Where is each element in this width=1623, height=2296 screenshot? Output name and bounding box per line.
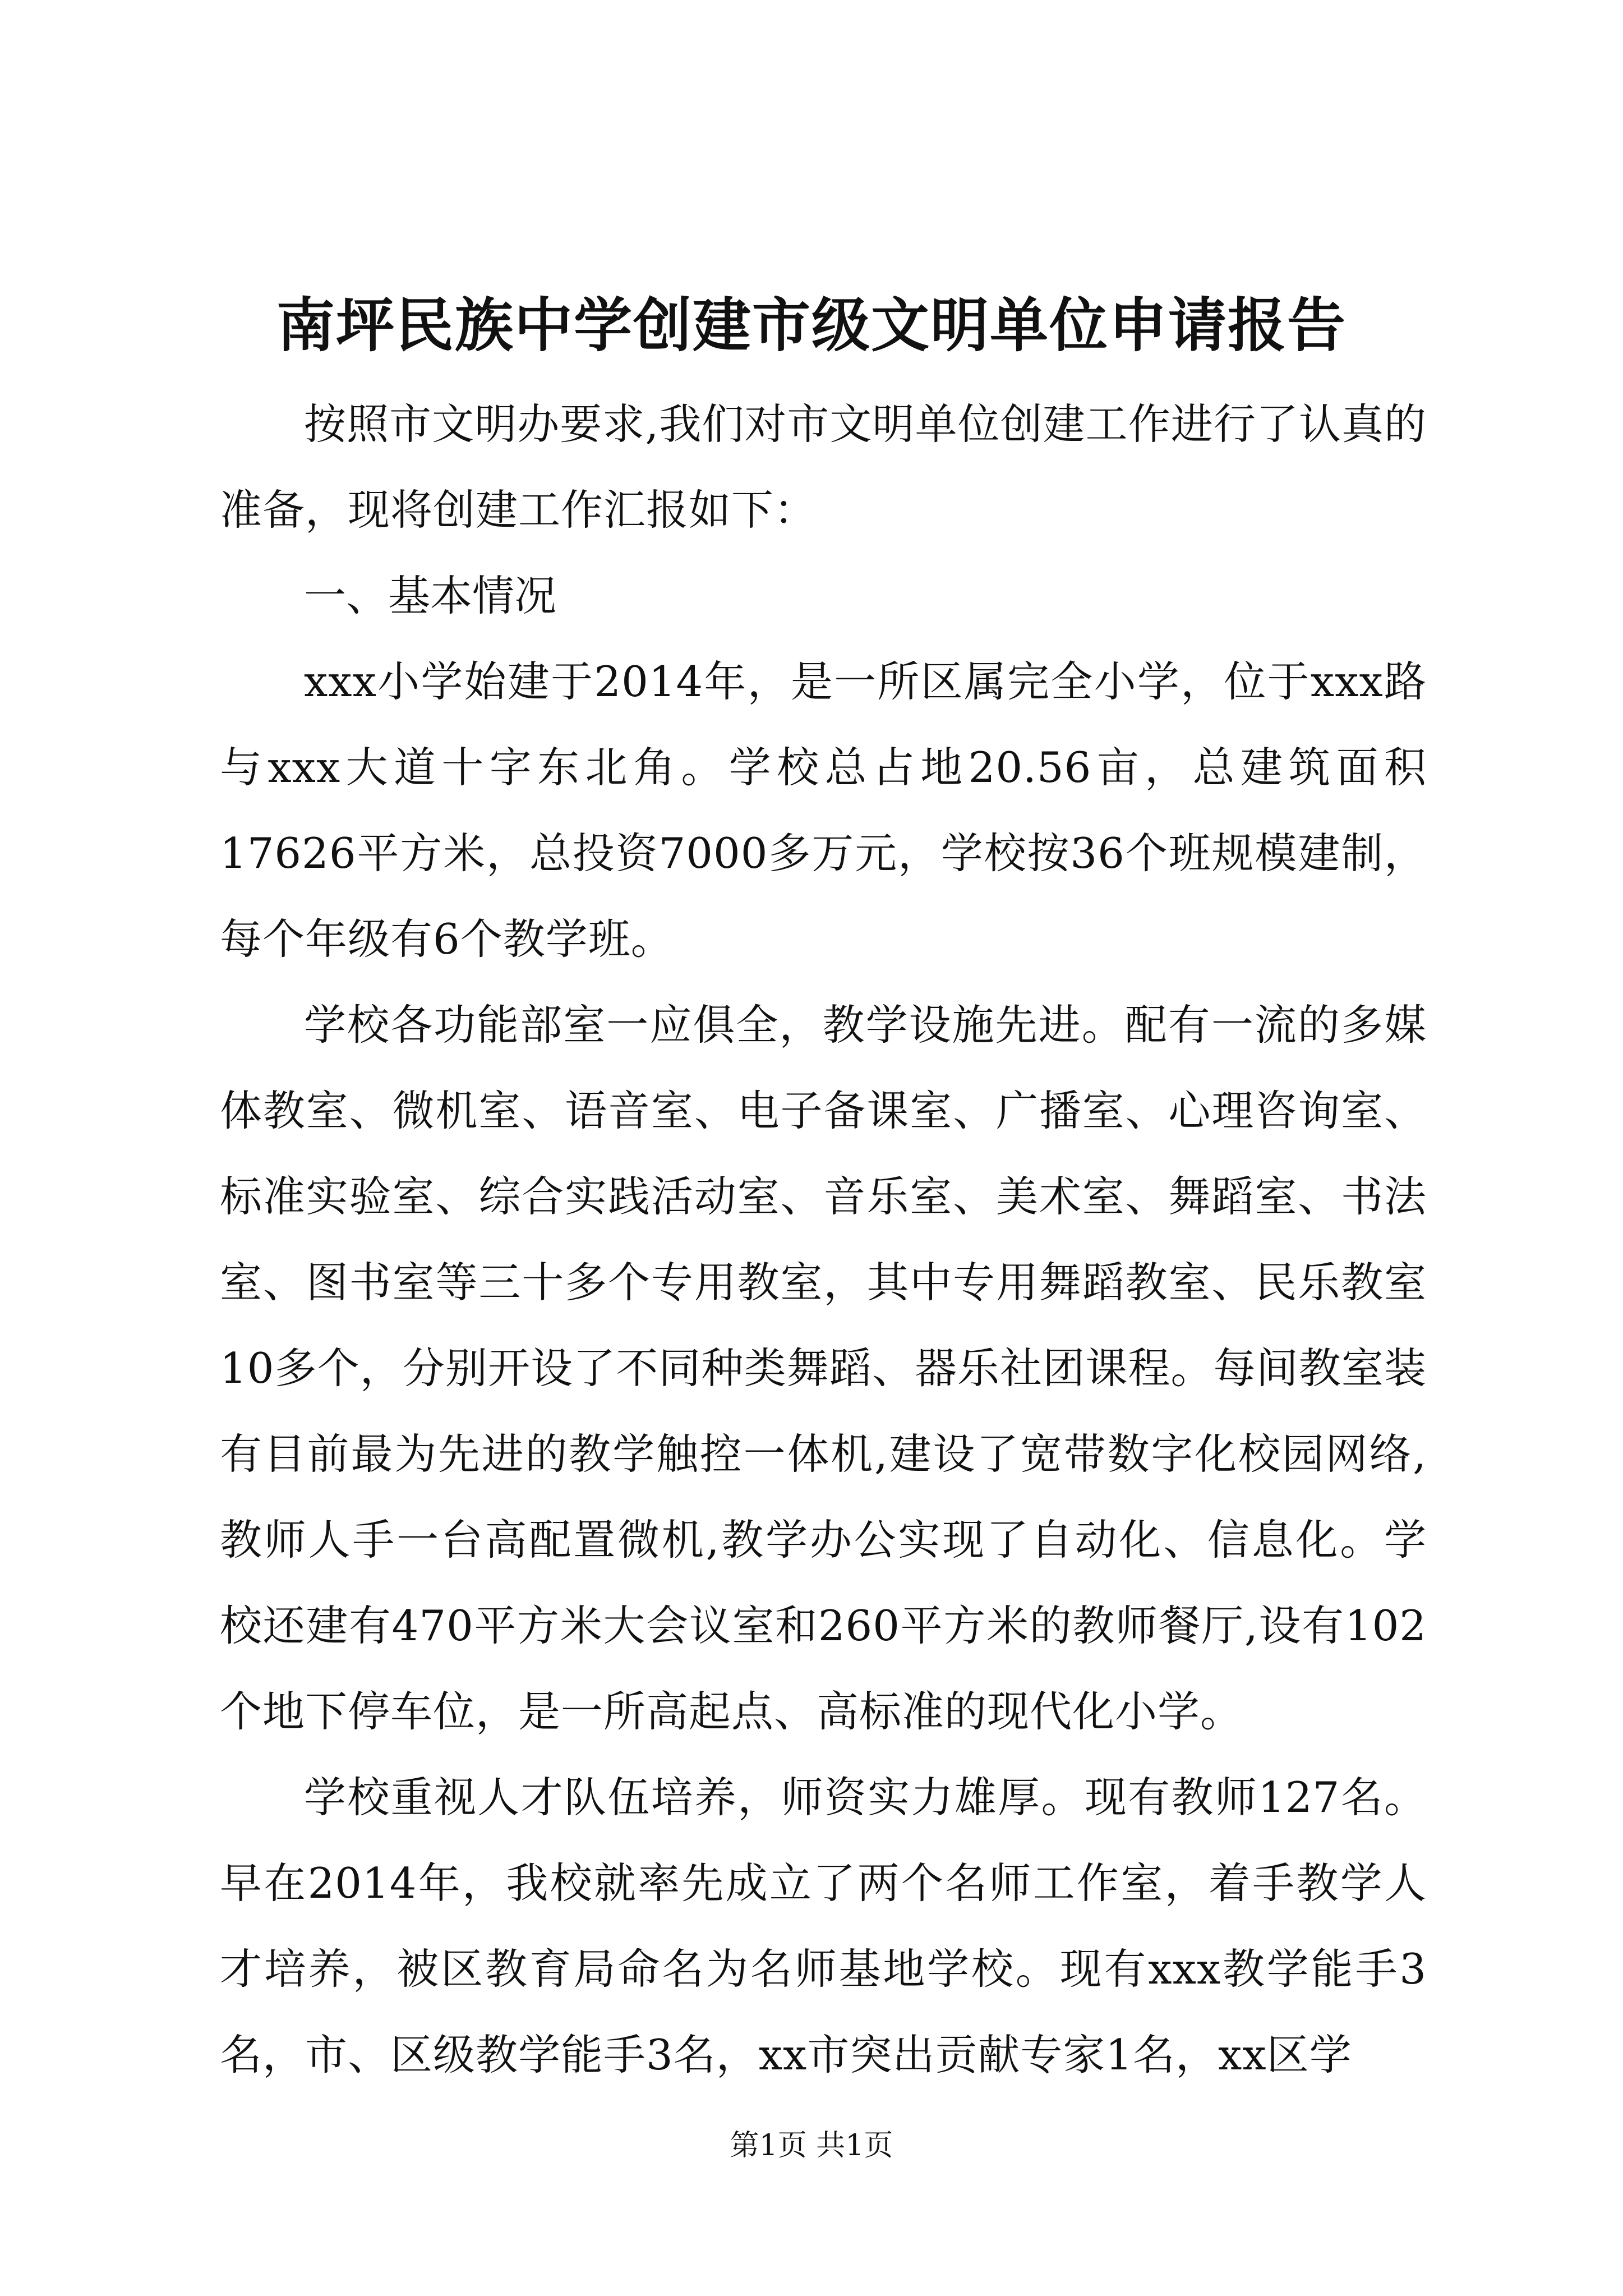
document-title: 南坪民族中学创建市级文明单位申请报告: [276, 291, 1347, 360]
document-body: [220, 381, 1427, 2098]
paragraph-school-overview: xxx小学始建于2014年，是一所区属完全小学，位于xxx路与xxx大道十字东北角。学校总占地20.56亩，总建筑面积17626平方米，总投资7000多万元，学校按36个班规模建制，每个年级有6个教学班。: [220, 657, 1427, 964]
paragraph-facilities: 学校各功能部室一应俱全，教学设施先进。配有一流的多媒体教室、微机室、语音室、电子备课室、广播室、心理咨询室、标准实验室、综合实践活动室、音乐室、美术室、舞蹈室、书法室、图书室等三十多个专用教室，其中专用舞蹈教室、民乐教室10多个，分别开设了不同种类舞蹈、器乐社团课程。每间教室装有目前最为先进的教学触控一体机,建设了宽带数字化校园网络,教师人手一台高配置微机,教学办公实现了自动化、信息化。学校还建有470平方米大会议室和260平方米的教师餐厅,设有102个地下停车位，是一所高起点、高标准的现代化小学。: [220, 1000, 1427, 1736]
section-heading-basic-info: 一、基本情况: [304, 571, 557, 620]
page-number: 第1页 共1页: [730, 2129, 893, 2162]
intro-paragraph: 按照市文明办要求,我们对市文明单位创建工作进行了认真的准备，现将创建工作汇报如下：: [220, 399, 1427, 535]
paragraph-teachers: 学校重视人才队伍培养，师资实力雄厚。现有教师127名。早在2014年，我校就率先成立了两个名师工作室，着手教学人才培养，被区教育局命名为名师基地学校。现有xxx教学能手3名，市、区级教学能手3名，xx市突出贡献专家1名，xx区学: [220, 1773, 1427, 2079]
